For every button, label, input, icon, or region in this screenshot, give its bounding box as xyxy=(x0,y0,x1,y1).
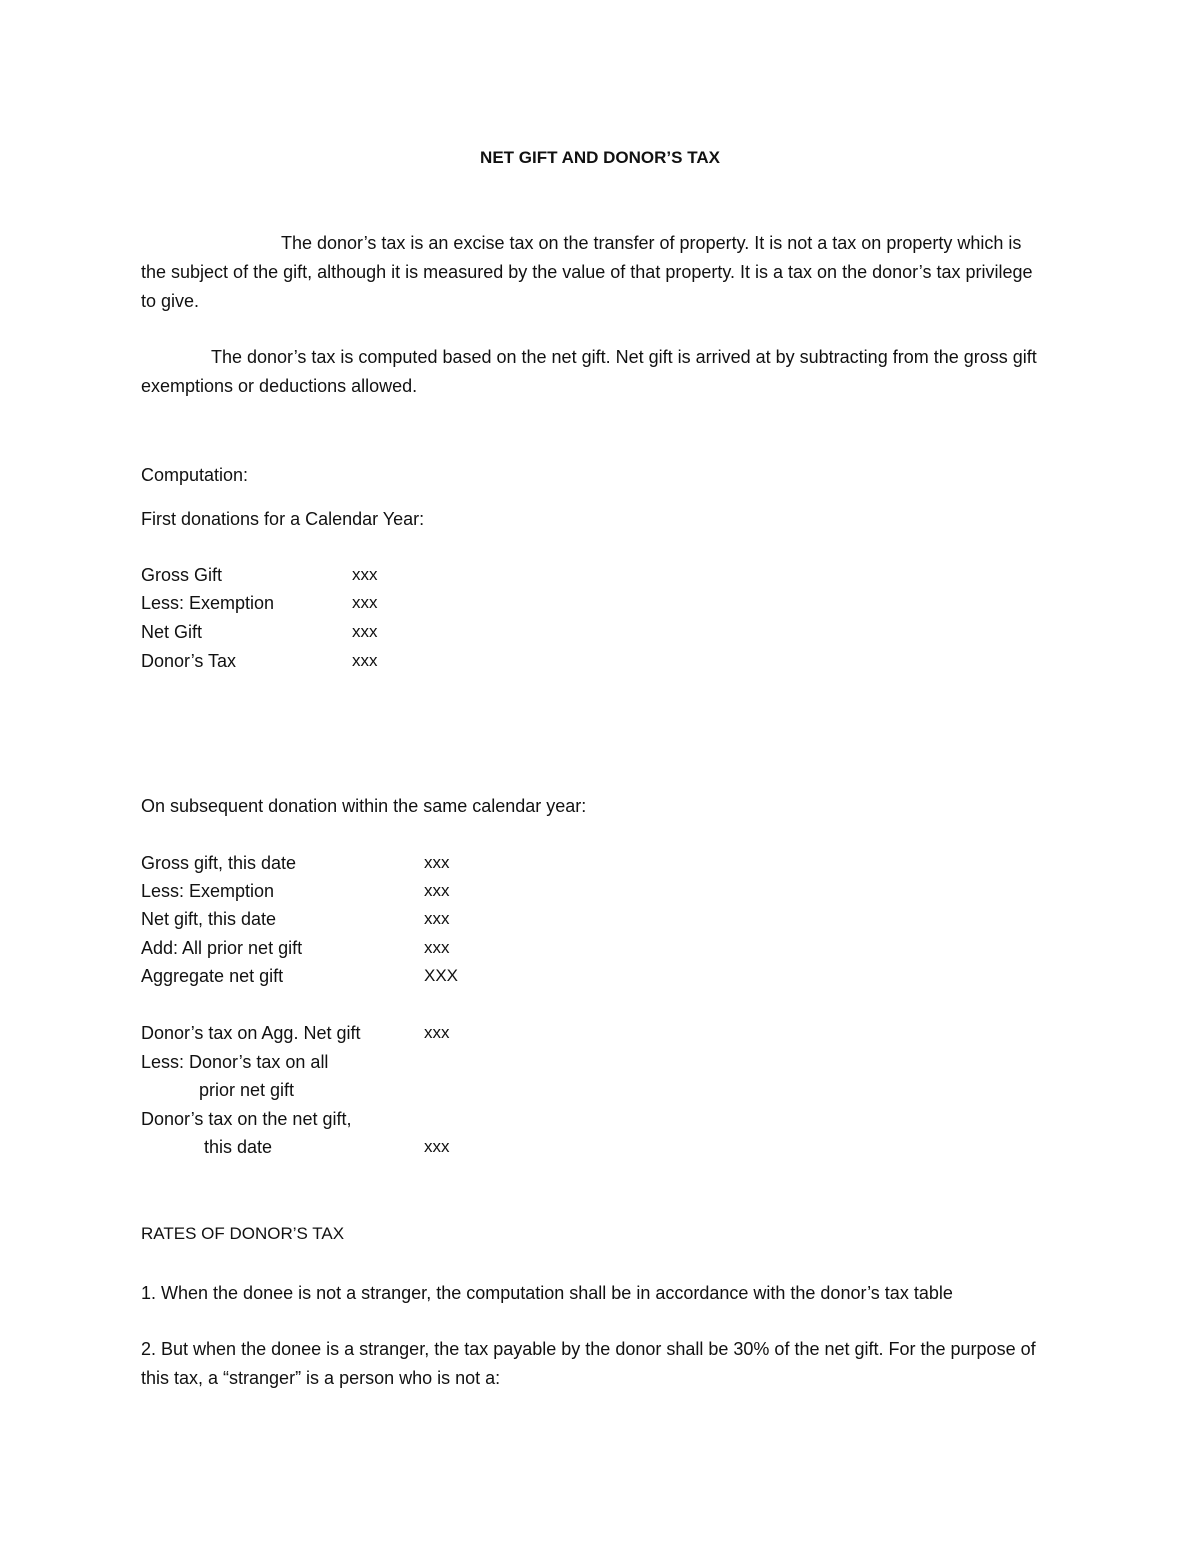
subsequent-row-label: Net gift, this date xyxy=(141,909,277,929)
first-row-value: xxx xyxy=(352,593,378,612)
first-donation-heading: First donations for a Calendar Year: xyxy=(141,509,425,529)
first-row-label: Less: Exemption xyxy=(141,593,275,613)
subsequent-row-label: Aggregate net gift xyxy=(141,966,284,986)
tax-row-label: prior net gift xyxy=(199,1080,295,1100)
document-title: NET GIFT AND DONOR’S TAX xyxy=(480,148,720,167)
first-row-value: xxx xyxy=(352,565,378,584)
subsequent-row-label: Less: Exemption xyxy=(141,881,275,901)
rates-item-2: 2. But when the donee is a stranger, the tax payable by the donor shall be 30% of the net gift. For the purpose of this tax, a “stranger” is a person who is not a: xyxy=(141,1339,1036,1388)
subsequent-row-value: xxx xyxy=(424,909,450,928)
tax-row-label: Donor’s tax on the net gift, xyxy=(141,1109,352,1129)
rates-item-1: 1. When the donee is not a stranger, the computation shall be in accordance with the donor’s tax table xyxy=(141,1283,953,1303)
first-row-label: Net Gift xyxy=(141,622,203,642)
first-row-value: xxx xyxy=(352,651,378,670)
first-row-label: Gross Gift xyxy=(141,565,223,585)
intro-paragraph-1: The donor’s tax is an excise tax on the transfer of property. It is not a tax on property which is the subject of the gift, although it is measured by the value of that property. It is a tax on the donor’s tax privilege to give. xyxy=(141,233,1033,311)
intro-paragraph-2: The donor’s tax is computed based on the net gift. Net gift is arrived at by subtracting from the gross gift exemptions or deductions allowed. xyxy=(141,347,1037,396)
tax-row-label: Less: Donor’s tax on all xyxy=(141,1052,329,1072)
tax-row-label: this date xyxy=(204,1137,273,1157)
rates-heading: RATES OF DONOR’S TAX xyxy=(141,1224,345,1243)
tax-row-value: xxx xyxy=(424,1023,450,1042)
subsequent-row-value: xxx xyxy=(424,853,450,872)
tax-row-label: Donor’s tax on Agg. Net gift xyxy=(141,1023,361,1043)
subsequent-row-value: xxx xyxy=(424,938,450,957)
tax-row-value: xxx xyxy=(424,1137,450,1156)
subsequent-row-label: Add: All prior net gift xyxy=(141,938,303,958)
computation-heading: Computation: xyxy=(141,465,249,485)
subsequent-row-label: Gross gift, this date xyxy=(141,853,297,873)
first-row-value: xxx xyxy=(352,622,378,641)
subsequent-donation-heading: On subsequent donation within the same calendar year: xyxy=(141,796,587,816)
subsequent-row-value: xxx xyxy=(424,881,450,900)
subsequent-row-value: XXX xyxy=(424,966,459,985)
first-row-label: Donor’s Tax xyxy=(141,651,237,671)
